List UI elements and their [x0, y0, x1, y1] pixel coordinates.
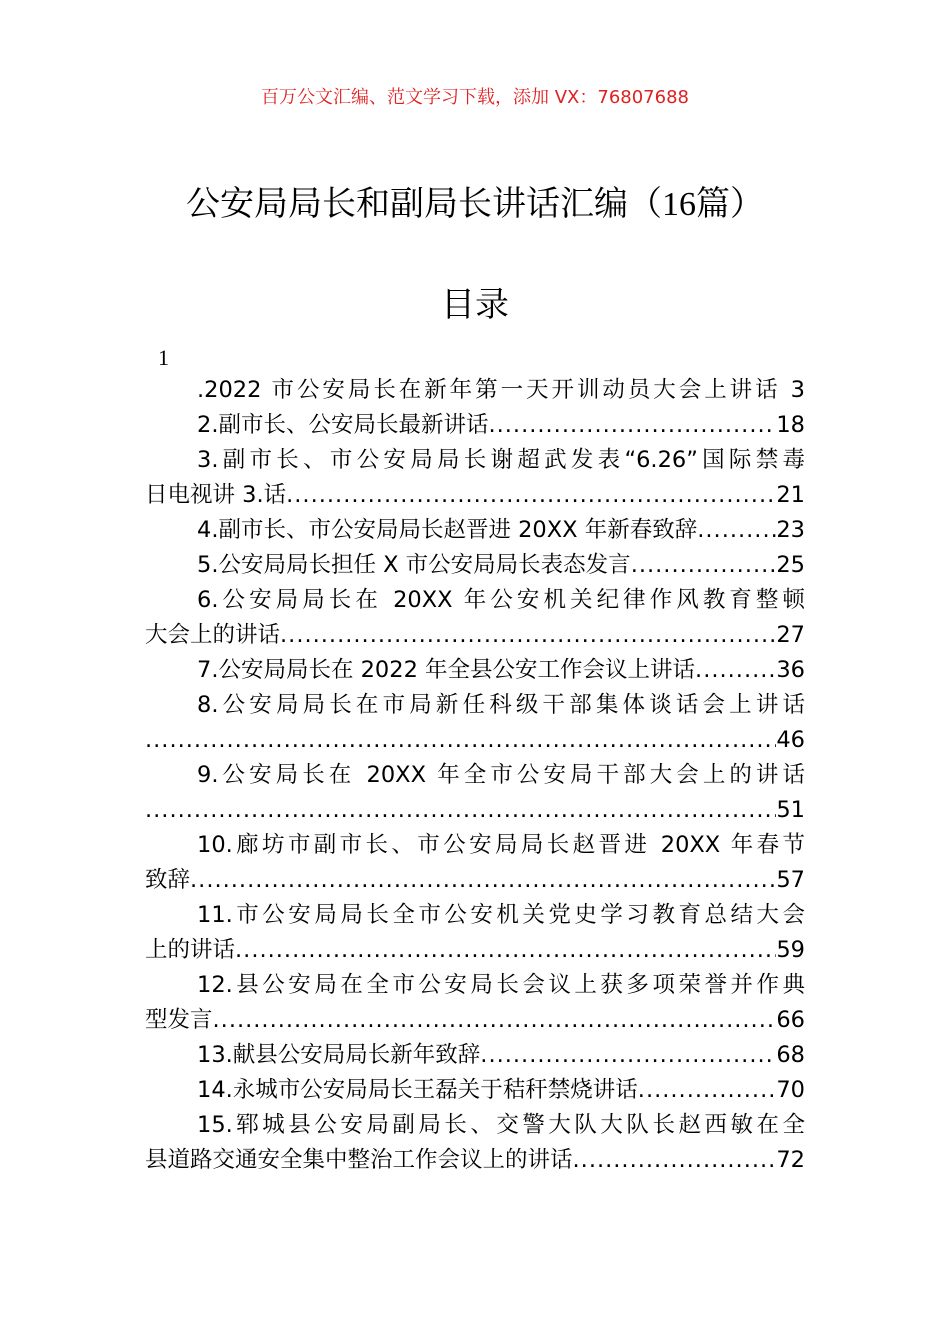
toc-entry[interactable] — [145, 688, 805, 758]
toc-entry-line — [145, 408, 805, 443]
toc-dot-leader — [573, 1143, 777, 1178]
toc-dot-leader — [213, 1003, 777, 1038]
toc-entry-line — [145, 968, 805, 1003]
toc-heading: 目录 — [441, 285, 509, 325]
toc-page-number: 36 — [776, 657, 805, 683]
toc-entry-line — [145, 583, 805, 618]
toc-dot-leader — [488, 408, 776, 443]
toc-entry-line — [145, 443, 805, 478]
toc-entry-line — [145, 723, 805, 758]
document-title-suffix: 篇） — [696, 184, 764, 224]
toc-entry-title: 5.公安局局长担任 X 市公安局局长表态发言 — [197, 552, 631, 578]
toc-page-number: 46 — [776, 727, 805, 753]
toc-dot-leader — [235, 933, 776, 968]
toc-entry-line — [145, 758, 805, 793]
toc-entry-line — [145, 933, 805, 968]
toc-dot-leader — [695, 653, 776, 688]
toc-entry[interactable] — [145, 653, 805, 688]
toc-page-number: 66 — [776, 1007, 805, 1033]
toc-entry-line — [145, 1003, 805, 1038]
toc-entry-line — [145, 1038, 805, 1073]
toc-dot-leader — [631, 548, 777, 583]
toc-dot-leader — [145, 723, 776, 758]
toc-dot-leader — [145, 793, 776, 828]
toc-entry-title: 4.副市长、市公安局局长赵晋进 20XX 年新春致辞 — [197, 517, 698, 543]
toc-entry-title: 10.廊坊市副市长、市公安局局长赵晋进 20XX 年春节 — [197, 832, 805, 858]
toc-entry-line — [145, 828, 805, 863]
toc-entry[interactable] — [145, 968, 805, 1038]
toc-page-number: 59 — [776, 937, 805, 963]
toc-entry-title: 型发言 — [145, 1007, 213, 1033]
document-title — [0, 180, 950, 229]
toc-entry-line — [145, 653, 805, 688]
toc-entry-line — [145, 548, 805, 583]
toc-entry-line — [145, 898, 805, 933]
toc-entry[interactable] — [145, 548, 805, 583]
table-of-contents — [145, 373, 805, 1178]
toc-page-number: 21 — [776, 482, 805, 508]
toc-entry[interactable] — [145, 1038, 805, 1073]
toc-list-marker: 1 — [158, 345, 169, 370]
toc-page-number: 51 — [776, 797, 805, 823]
toc-entry[interactable] — [145, 1073, 805, 1108]
toc-entry[interactable] — [145, 373, 805, 408]
toc-entry-title: 13.献县公安局局长新年致辞 — [197, 1042, 481, 1068]
document-title-count: 16 — [662, 186, 696, 223]
toc-entry[interactable] — [145, 408, 805, 443]
toc-entry-title: 11.市公安局局长全市公安机关党史学习教育总结大会 — [197, 902, 805, 928]
toc-page-number: 68 — [776, 1042, 805, 1068]
toc-page-number: 23 — [776, 517, 805, 543]
toc-page-number: 25 — [776, 552, 805, 578]
toc-entry-line — [145, 1108, 805, 1143]
toc-entry-title: 3.副市长、市公安局局长谢超武发表“6.26”国际禁毒 — [197, 447, 805, 473]
toc-entry-title: 2.副市长、公安局长最新讲话 — [197, 412, 489, 438]
toc-dot-leader — [697, 513, 776, 548]
toc-entry-title: .2022 市公安局长在新年第一天开训动员大会上讲话 3 — [197, 377, 805, 403]
toc-entry[interactable] — [145, 513, 805, 548]
toc-entry-line — [145, 688, 805, 723]
toc-entry-title: 12.县公安局在全市公安局长会议上获多项荣誉并作典 — [197, 972, 805, 998]
toc-entry-line — [145, 373, 805, 408]
toc-entry-line — [145, 863, 805, 898]
toc-entry-title: 致辞 — [145, 867, 191, 893]
toc-entry-title: 大会上的讲话 — [145, 622, 281, 648]
toc-entry-line — [145, 513, 805, 548]
toc-page-number: 70 — [776, 1077, 805, 1103]
toc-entry-title: 9.公安局长在 20XX 年全市公安局干部大会上的讲话 — [197, 762, 805, 788]
document-title-prefix: 公安局局长和副局长讲话汇编（ — [186, 184, 662, 224]
toc-dot-leader — [280, 618, 776, 653]
toc-entry-line — [145, 1143, 805, 1178]
toc-entry[interactable] — [145, 443, 805, 513]
toc-entry-title: 15.郓城县公安局副局长、交警大队大队长赵西敏在全 — [197, 1112, 805, 1138]
toc-dot-leader — [638, 1073, 777, 1108]
toc-dot-leader — [286, 478, 776, 513]
toc-entry-title: 6.公安局局长在 20XX 年公安机关纪律作风教育整顿 — [197, 587, 805, 613]
toc-page-number: 57 — [776, 867, 805, 893]
toc-dot-leader — [190, 863, 776, 898]
toc-dot-leader — [480, 1038, 776, 1073]
toc-entry[interactable] — [145, 1108, 805, 1178]
toc-page-number: 18 — [776, 412, 805, 438]
toc-entry-title: 上的讲话 — [145, 937, 236, 963]
header-watermark-note: 百万公文汇编、范文学习下载，添加 VX：76807688 — [261, 87, 689, 108]
toc-entry-title: 县道路交通安全集中整治工作会议上的讲话 — [145, 1147, 573, 1173]
toc-entry-line — [145, 478, 805, 513]
toc-entry-line — [145, 618, 805, 653]
toc-entry-title: 日电视讲 3.话 — [145, 482, 287, 508]
toc-entry-title: 7.公安局局长在 2022 年全县公安工作会议上讲话 — [197, 657, 696, 683]
toc-entry-title: 14.永城市公安局局长王磊关于秸秆禁烧讲话 — [197, 1077, 638, 1103]
toc-entry[interactable] — [145, 583, 805, 653]
toc-entry[interactable] — [145, 828, 805, 898]
toc-page-number: 72 — [776, 1147, 805, 1173]
toc-entry[interactable] — [145, 758, 805, 828]
toc-entry-title: 8.公安局局长在市局新任科级干部集体谈话会上讲话 — [197, 692, 805, 718]
toc-page-number: 27 — [776, 622, 805, 648]
toc-entry[interactable] — [145, 898, 805, 968]
toc-entry-line — [145, 1073, 805, 1108]
toc-entry-line — [145, 793, 805, 828]
